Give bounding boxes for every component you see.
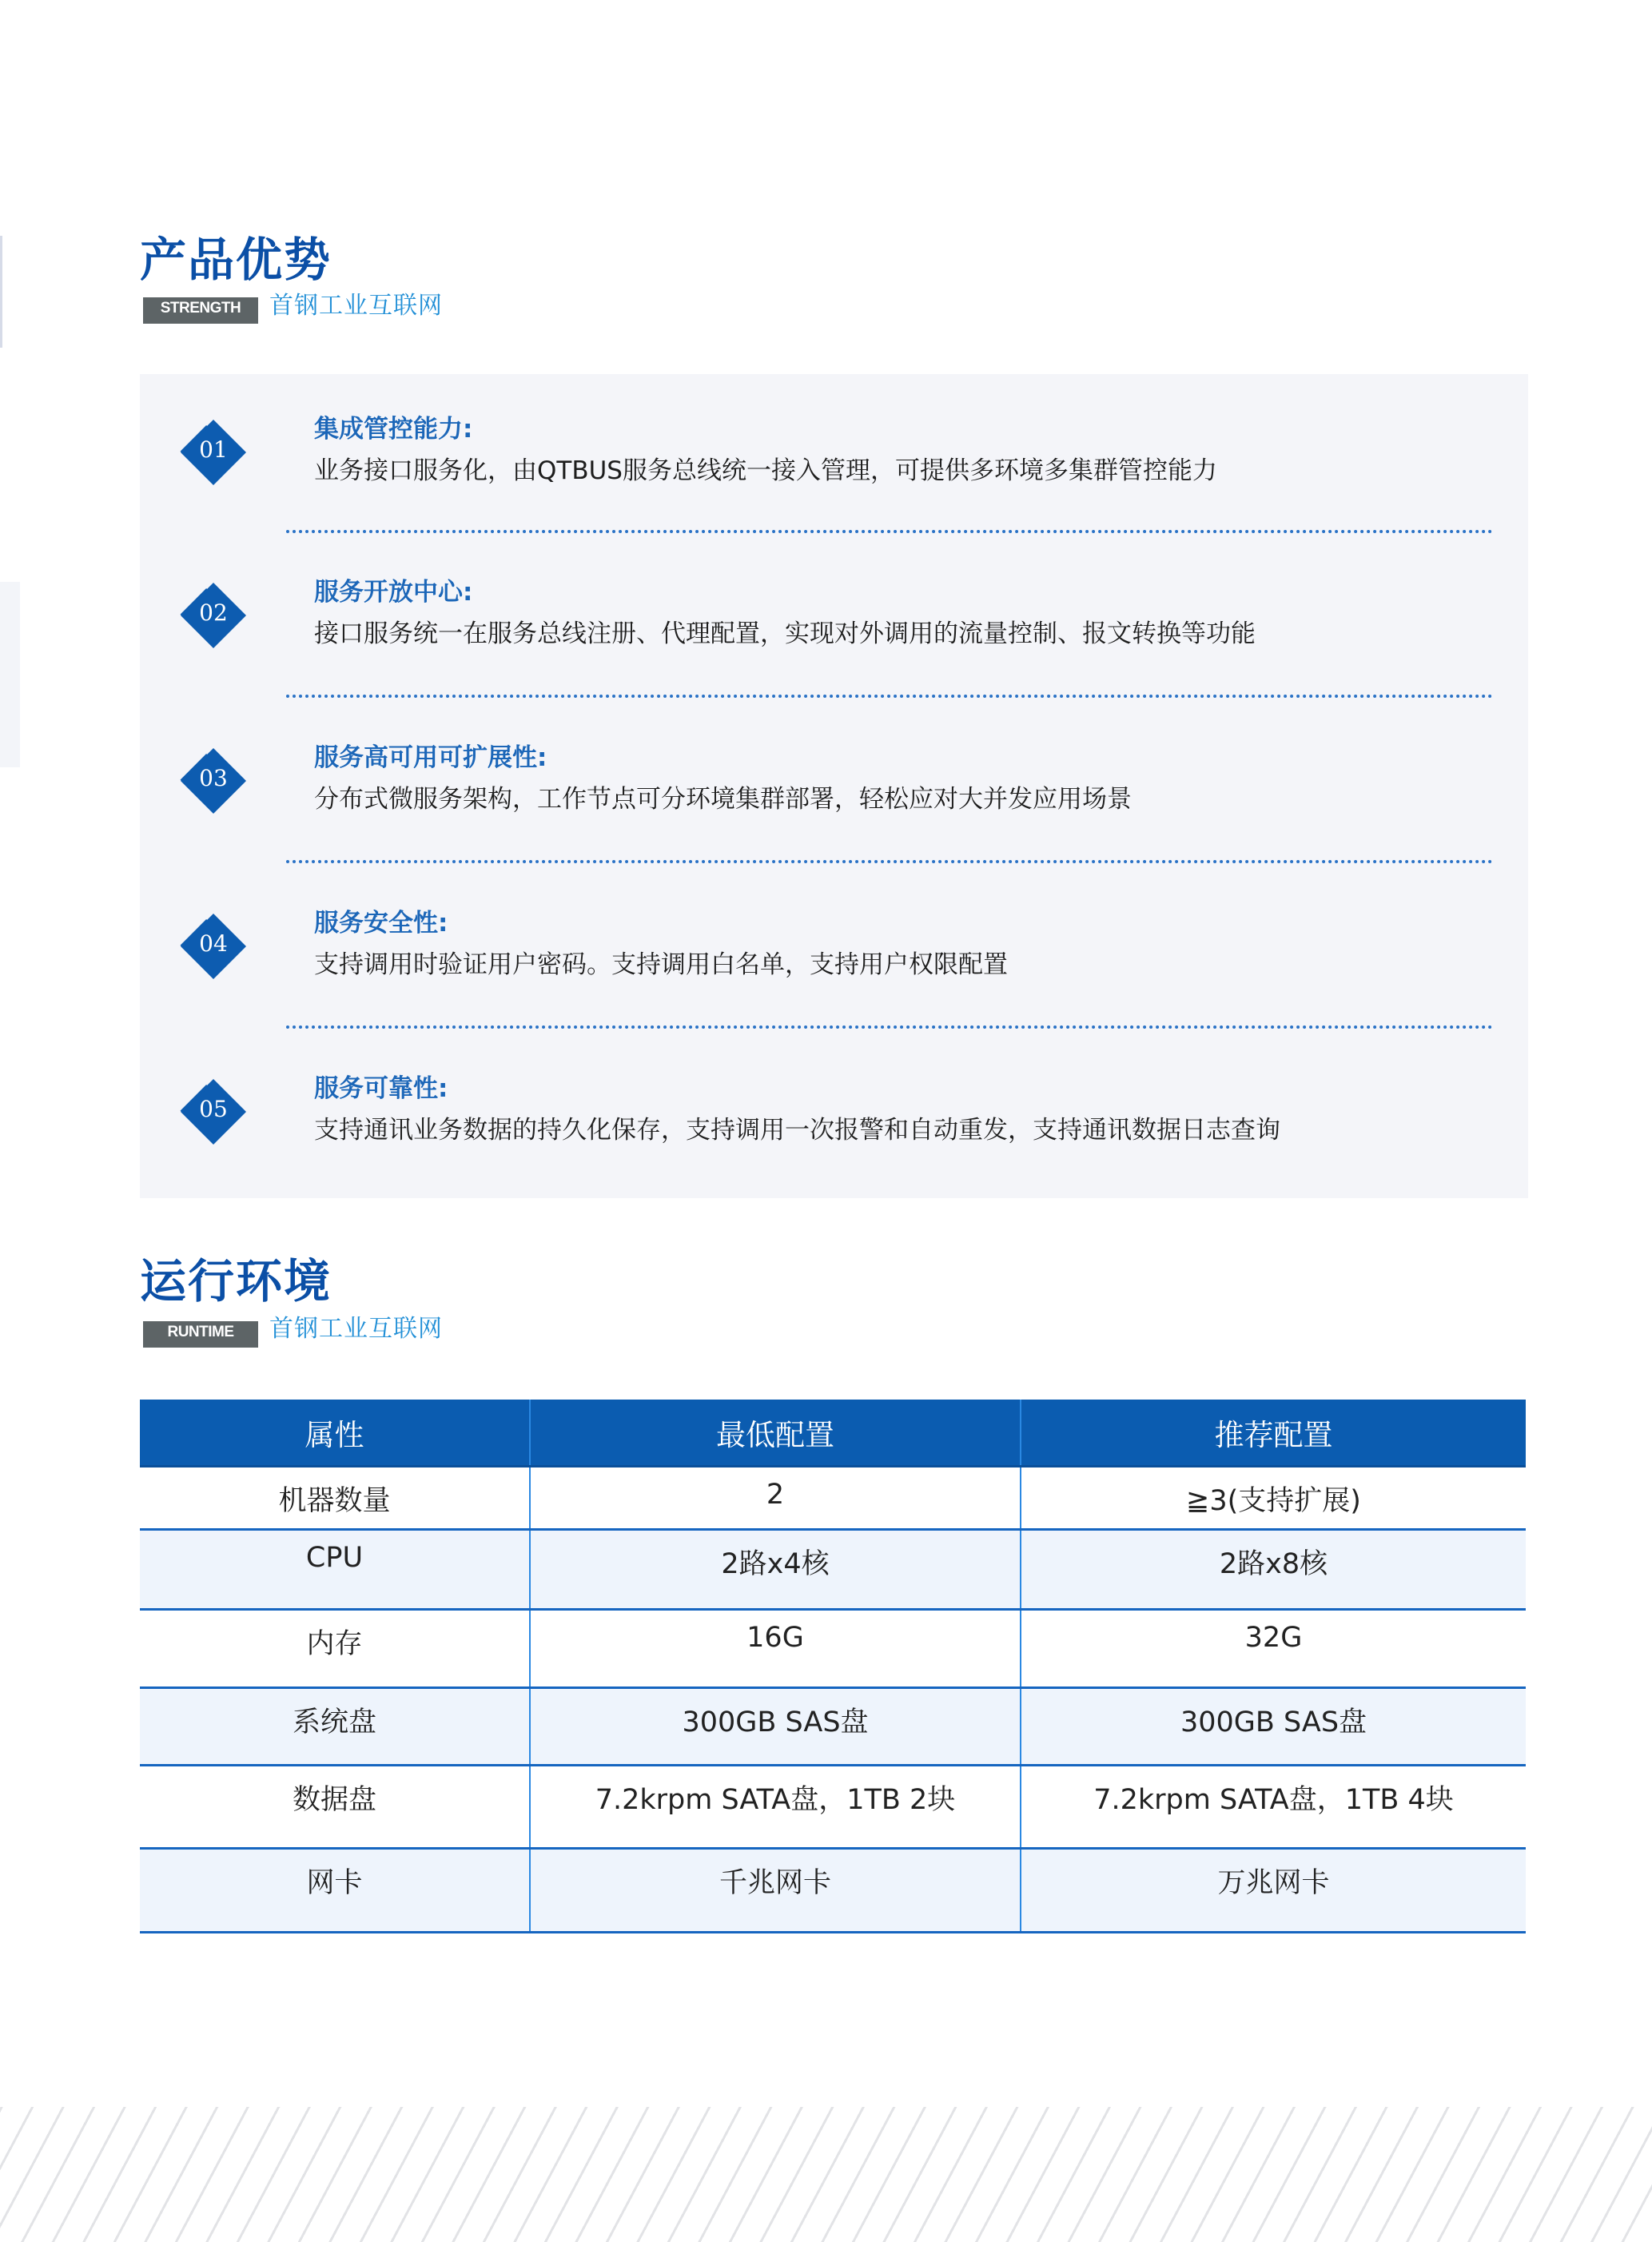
item-title: 服务安全性: bbox=[314, 909, 448, 938]
item-title: 服务开放中心: bbox=[314, 578, 473, 607]
table-header-row bbox=[140, 1400, 1526, 1467]
item-body: 分布式微服务架构，工作节点可分环境集群部署，轻松应对大并发应用场景 bbox=[314, 785, 1132, 814]
item-body: 支持通讯业务数据的持久化保存，支持调用一次报警和自动重发，支持通讯数据日志查询 bbox=[314, 1116, 1280, 1145]
dotted-divider bbox=[286, 1025, 1493, 1029]
runtime-spec-table bbox=[140, 1400, 1526, 1933]
item-body: 支持调用时验证用户密码。支持调用白名单，支持用户权限配置 bbox=[314, 950, 1008, 979]
cell-attribute: CPU bbox=[140, 1530, 530, 1610]
item-number: 05 bbox=[199, 1096, 228, 1122]
cell-minimum: 2路x4核 bbox=[530, 1530, 1021, 1610]
cell-attribute: 网卡 bbox=[140, 1849, 530, 1933]
runtime-section-title: 运行环境 bbox=[140, 1254, 332, 1308]
number-diamond-icon bbox=[180, 913, 247, 980]
edge-decoration-line bbox=[0, 236, 2, 348]
table-row bbox=[140, 1766, 1526, 1849]
column-header-attribute: 属性 bbox=[140, 1400, 530, 1467]
cell-attribute: 内存 bbox=[140, 1610, 530, 1688]
cell-minimum: 7.2krpm SATA盘，1TB 2块 bbox=[530, 1766, 1021, 1849]
table-row bbox=[140, 1849, 1526, 1933]
cell-attribute: 机器数量 bbox=[140, 1467, 530, 1530]
table-row bbox=[140, 1467, 1526, 1530]
item-number: 01 bbox=[199, 436, 228, 463]
advantage-item bbox=[140, 703, 1528, 862]
item-number: 02 bbox=[199, 599, 228, 626]
item-number: 04 bbox=[199, 930, 228, 957]
table-row bbox=[140, 1610, 1526, 1688]
cell-recommended: 32G bbox=[1021, 1610, 1526, 1688]
number-diamond-icon bbox=[180, 419, 247, 486]
cell-attribute: 数据盘 bbox=[140, 1766, 530, 1849]
number-diamond-icon bbox=[180, 1078, 247, 1145]
cell-recommended: 2路x8核 bbox=[1021, 1530, 1526, 1610]
item-title: 集成管控能力: bbox=[314, 415, 473, 444]
table-row bbox=[140, 1688, 1526, 1766]
strength-subtitle: 首钢工业互联网 bbox=[269, 292, 443, 320]
item-body: 接口服务统一在服务总线注册、代理配置，实现对外调用的流量控制、报文转换等功能 bbox=[314, 619, 1256, 648]
cell-minimum: 300GB SAS盘 bbox=[530, 1688, 1021, 1766]
advantages-panel bbox=[140, 374, 1528, 1198]
advantage-item bbox=[140, 1033, 1528, 1193]
cell-recommended: 7.2krpm SATA盘，1TB 4块 bbox=[1021, 1766, 1526, 1849]
number-diamond-icon bbox=[180, 582, 247, 649]
strength-badge: STRENGTH bbox=[143, 297, 258, 324]
cell-recommended: ≧3(支持扩展) bbox=[1021, 1467, 1526, 1530]
item-body: 业务接口服务化，由QTBUS服务总线统一接入管理，可提供多环境多集群管控能力 bbox=[314, 456, 1217, 485]
diagonal-stripe-decoration bbox=[0, 2107, 1652, 2242]
item-title: 服务可靠性: bbox=[314, 1074, 448, 1103]
item-number: 03 bbox=[199, 765, 228, 791]
number-diamond-icon bbox=[180, 747, 247, 814]
cell-minimum: 16G bbox=[530, 1610, 1021, 1688]
cell-recommended: 300GB SAS盘 bbox=[1021, 1688, 1526, 1766]
table-row bbox=[140, 1530, 1526, 1610]
advantage-item bbox=[140, 868, 1528, 1028]
column-header-recommended: 推荐配置 bbox=[1021, 1400, 1526, 1467]
column-header-minimum: 最低配置 bbox=[530, 1400, 1021, 1467]
dotted-divider bbox=[286, 530, 1493, 533]
cell-minimum: 2 bbox=[530, 1467, 1021, 1530]
edge-decoration-box bbox=[0, 582, 20, 767]
item-title: 服务高可用可扩展性: bbox=[314, 743, 547, 772]
cell-recommended: 万兆网卡 bbox=[1021, 1849, 1526, 1933]
runtime-subtitle: 首钢工业互联网 bbox=[269, 1315, 443, 1343]
dotted-divider bbox=[286, 860, 1493, 863]
advantage-item bbox=[140, 374, 1528, 534]
cell-minimum: 千兆网卡 bbox=[530, 1849, 1021, 1933]
strength-section-title: 产品优势 bbox=[140, 233, 332, 287]
advantage-item bbox=[140, 537, 1528, 697]
cell-attribute: 系统盘 bbox=[140, 1688, 530, 1766]
dotted-divider bbox=[286, 695, 1493, 698]
runtime-badge: RUNTIME bbox=[143, 1321, 258, 1348]
